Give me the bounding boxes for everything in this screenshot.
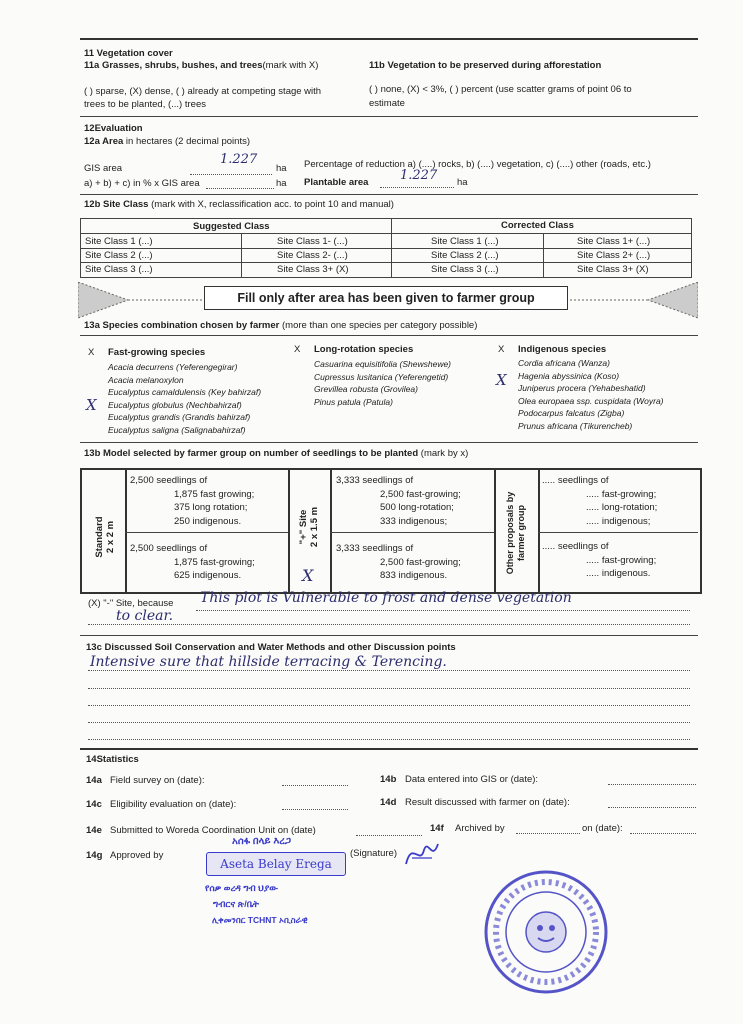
s12-title: 12Evaluation [84, 123, 143, 134]
long-title: Long-rotation species [314, 344, 414, 355]
list-item: Pinus patula (Patula) [314, 396, 393, 407]
other-option-1[interactable]: ..... seedlings of ..... fast-growing; ..... long-rotation; ..... indigenous; [542, 475, 658, 527]
banner-text: Fill only after area has been given to farmer group [204, 286, 568, 310]
s14a-label: Field survey on (date): [110, 775, 205, 786]
divider [80, 116, 698, 117]
other-option-2[interactable]: ..... seedlings of ..... fast-growing; ..... indigenous. [542, 541, 657, 579]
s12a-heading: 12a Area [84, 136, 124, 147]
list-item: Hagenia abyssinica (Koso) [518, 370, 620, 381]
fast-list [108, 361, 261, 437]
s14c-code: 14c [86, 799, 102, 810]
list-item: Eucalyptus saligna (Salignabahirzaf) [108, 424, 246, 435]
s13a-heading: 13a Species combination chosen by farmer [84, 320, 280, 331]
reduction-text: Percentage of reduction a) (....) rocks, b) (....) vegetation, c) (....) other (roads, etc.) [304, 159, 651, 170]
stamp-name: Aseta Belay Erega [206, 852, 346, 876]
s14b-code: 14b [380, 774, 397, 785]
s14f-label: Archived by [455, 823, 505, 834]
site-class-cell: Site Class 3 (...) [85, 264, 153, 275]
fast-mark: X [86, 396, 97, 414]
plus-option-1[interactable]: 3,333 seedlings of 2,500 fast-growing; 500 long-rotation; 333 indigenous; [336, 475, 461, 527]
list-item: Prunus africana (Tikurencheb) [518, 420, 633, 431]
other-proposals-label: Other proposals by farmer group [505, 491, 526, 575]
stamp-amharic-4: ሊቀመንበር TCHNT ኦቢስራዊ [212, 915, 308, 925]
fast-title: Fast-growing species [108, 347, 206, 358]
s11-title: 11 Vegetation cover [84, 48, 173, 59]
list-item: Cupressus lusitanica (Yeferengetid) [314, 371, 449, 382]
s13b-heading: 13b Model selected by farmer group on number of seedlings to be planted [84, 448, 419, 459]
form-page [80, 38, 698, 773]
s14f-code: 14f [430, 823, 444, 834]
s12a-note: in hectares (2 decimal points) [125, 136, 250, 147]
standard-label: Standard 2 x 2 m [94, 516, 116, 558]
s14g-label: Approved by [110, 850, 164, 861]
site-class-cell: Site Class 1- (...) [277, 236, 348, 247]
standard-option-2[interactable]: 2,500 seedlings of 1,875 fast-growing; 625 indigenous. [130, 543, 255, 581]
s12b-note: (mark with X, reclassification acc. to point 10 and manual) [151, 199, 394, 210]
s14b-label: Data entered into GIS or (date): [405, 774, 539, 785]
plantable-value: 1.227 [400, 168, 438, 183]
s14-title: 14Statistics [86, 754, 139, 765]
list-item: Eucalyptus globulus (Nechbahirzaf) [108, 399, 242, 410]
divider [80, 194, 698, 195]
site-class-cell: Site Class 2- (...) [277, 250, 348, 261]
long-list [314, 358, 451, 408]
s13c-handwriting: Intensive sure that hillside terracing & Terencing. [90, 654, 447, 670]
site-class-table [80, 218, 692, 278]
s14e-code: 14e [86, 825, 102, 836]
site-class-cell: Site Class 1 (...) [85, 236, 153, 247]
plus-site-label: "+" Site 2 x 1.5 m [298, 506, 320, 548]
suggested-header: Suggested Class [193, 221, 270, 232]
list-item: Grevillea robusta (Grovilea) [314, 384, 418, 395]
minus-site-reason-2: to clear. [116, 608, 174, 624]
stamp-amharic-3: ግብርና ጽ/ቤት [213, 899, 259, 909]
plus-site-mark: X [302, 566, 314, 585]
x-col-header: X [294, 344, 301, 355]
list-item: Acacia decurrens (Yeferengegirar) [108, 362, 238, 372]
site-class-cell: Site Class 1+ (...) [577, 236, 651, 247]
site-class-cell: Site Class 2+ (...) [577, 250, 651, 261]
site-class-cell: Site Class 2 (...) [431, 250, 499, 261]
s14e-label: Submitted to Woreda Coordination Unit on (date) [110, 825, 316, 836]
s11a-line2: trees to be planted, (...) trees [84, 99, 206, 110]
s13a-note: (more than one species per category possible) [282, 320, 478, 331]
standard-option-1[interactable]: 2,500 seedlings of 1,875 fast growing; 375 long rotation; 250 indigenous. [130, 475, 255, 527]
gis-value: 1.227 [220, 152, 258, 167]
list-item: Cordia africana (Wanza) [518, 358, 610, 368]
site-class-cell: Site Class 3 (...) [431, 264, 499, 275]
s14a-code: 14a [86, 775, 102, 786]
site-class-cell: Site Class 2 (...) [85, 250, 153, 261]
s11a-mark: (mark with X) [262, 60, 319, 71]
s14g-code: 14g [86, 850, 103, 861]
signature-label: (Signature) [350, 848, 397, 859]
list-item: Casuarina equisitifolia (Shewshewe) [314, 359, 452, 369]
x-col-header: X [88, 347, 95, 358]
top-border [80, 38, 698, 40]
abc-label: a) + b) + c) in % x GIS area [84, 178, 200, 189]
list-item: Acacia melanoxylon [108, 374, 184, 385]
indig-title: Indigenous species [518, 344, 607, 355]
s12b-heading: 12b Site Class [84, 199, 149, 210]
indig-list [518, 357, 664, 433]
gis-ha: ha [276, 163, 287, 174]
corrected-header: Corrected Class [501, 220, 574, 231]
list-item: Olea europaea ssp. cuspidata (Woyra) [518, 395, 664, 406]
model-table [80, 468, 702, 594]
gis-label: GIS area [84, 163, 123, 174]
minus-site-reason: This plot is Vulnerable to frost and dense vegetation [200, 590, 572, 606]
x-col-header: X [498, 344, 505, 355]
s14f-on: on (date): [582, 823, 623, 834]
s14d-label: Result discussed with farmer on (date): [405, 797, 570, 808]
s11b-heading: 11b Vegetation to be preserved during afforestation [369, 60, 602, 71]
s11a-line1: ( ) sparse, (X) dense, ( ) already at competing stage with [84, 86, 322, 97]
plantable-label: Plantable area [304, 177, 369, 188]
list-item: Eucalyptus camaldulensis (Key bahirzaf) [108, 387, 262, 398]
indig-mark: X [496, 371, 507, 389]
s11b-line2: estimate [369, 98, 405, 109]
site-class-cell: Site Class 3+ (X) [577, 264, 649, 275]
plantable-ha: ha [457, 177, 468, 188]
s14d-code: 14d [380, 797, 397, 808]
signature-mark [402, 836, 442, 870]
s14c-label: Eligibility evaluation on (date): [110, 799, 237, 810]
s13b-note: (mark by x) [420, 448, 469, 459]
round-seal [482, 868, 610, 996]
stamp-amharic-2: የሰቃ ወረዳ ግብ ህያው [205, 883, 278, 893]
s13c-heading: 13c Discussed Soil Conservation and Water Methods and other Discussion points [86, 642, 456, 653]
plus-option-2[interactable]: 3,333 seedlings of 2,500 fast-growing; 833 indigenous. [336, 543, 461, 581]
stamp-amharic-1: አሰፋ በላይ እረጋ [232, 836, 292, 847]
list-item: Podocarpus falcatus (Zigba) [518, 408, 625, 419]
site-class-cell: Site Class 3+ (X) [277, 264, 349, 275]
abc-ha: ha [276, 178, 287, 189]
site-class-cell: Site Class 1 (...) [431, 236, 499, 247]
s11a-heading: 11a Grasses, shrubs, bushes, and trees [84, 60, 263, 71]
minus-site-label: (X) "-" Site, because [88, 598, 174, 609]
list-item: Eucalyptus grandis (Grandis bahirzaf) [108, 412, 251, 423]
s11b-line1: ( ) none, (X) < 3%, ( ) percent (use scatter grams of point 06 to [369, 84, 632, 95]
list-item: Juniperus procera (Yehabeshatid) [518, 383, 646, 394]
